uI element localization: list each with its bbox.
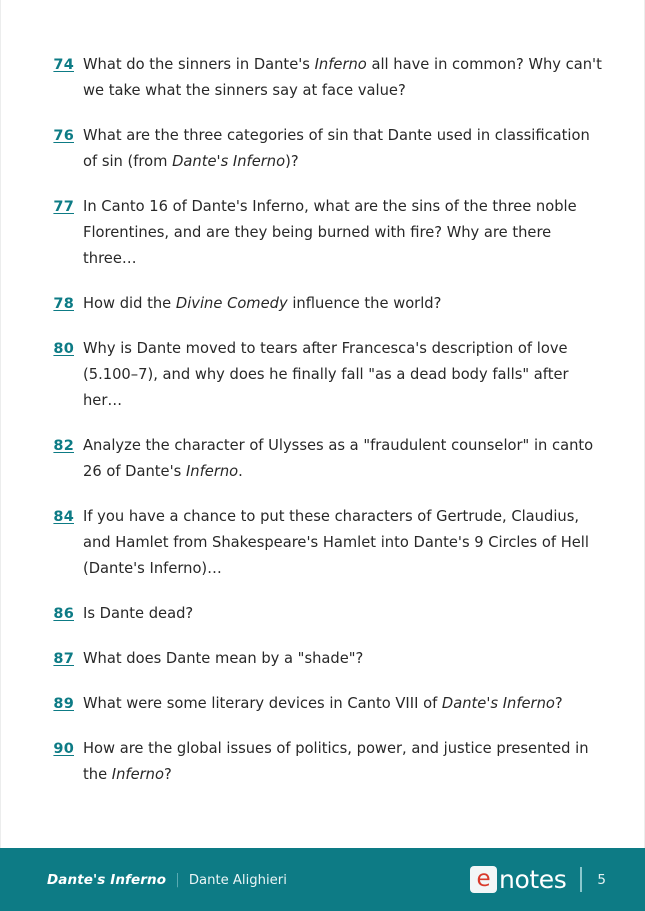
question-text-run: Is Dante dead? [83, 605, 194, 622]
question-text-title: Divine Comedy [175, 295, 288, 312]
question-item [47, 336, 608, 414]
questions-content [1, 0, 644, 848]
question-number-link[interactable]: 74 [53, 57, 74, 73]
question-number-link[interactable]: 89 [53, 696, 74, 712]
question-text-run: In Canto 16 of Dante's Inferno, what are the sins of the three noble Florentines, and are they being burned with fire? Why are there three… [83, 198, 577, 267]
question-text-title: Inferno [314, 56, 367, 73]
question-text-title: Inferno [185, 463, 239, 480]
question-text-run: What are the three categories of sin that Dante used in classification of sin (from [83, 127, 590, 170]
question-text [83, 336, 604, 414]
question-number-link[interactable]: 76 [53, 128, 74, 144]
question-text-run: How did the [83, 295, 176, 312]
question-text-run: ? [163, 766, 172, 783]
question-text-run: How are the global issues of politics, power, and justice presented in the [83, 740, 589, 783]
question-text-title: Inferno [111, 766, 164, 783]
question-text-run: What does Dante mean by a "shade"? [83, 650, 364, 667]
footer-book-title: Dante's Inferno [47, 871, 167, 888]
question-text-run: What were some literary devices in Canto VIII of [83, 695, 442, 712]
page-number: 5 [597, 871, 606, 888]
question-item [47, 736, 608, 788]
question-number-link[interactable]: 90 [53, 741, 74, 757]
question-item [47, 52, 608, 104]
question-item [47, 123, 608, 175]
question-text-run: . [238, 463, 243, 480]
question-text [83, 291, 604, 317]
question-item [47, 646, 608, 672]
question-text [83, 736, 604, 788]
question-text [83, 601, 604, 627]
question-number-link[interactable]: 78 [53, 296, 74, 312]
question-text [83, 646, 604, 672]
enotes-logo-mark-icon: e [470, 866, 497, 893]
question-text-run: If you have a chance to put these characters of Gertrude, Claudius, and Hamlet from Shakespeare's Hamlet into Dante's 9 Circles of Hell (Dante's Inferno)… [83, 508, 589, 577]
question-text [83, 433, 604, 485]
question-text-run: Analyze the character of Ulysses as a "fraudulent counselor" in canto 26 of Dante's [83, 437, 594, 480]
question-number-link[interactable]: 80 [53, 341, 74, 357]
question-text-run: Why is Dante moved to tears after Francesca's description of love (5.100–7), and why does he finally fall "as a dead body falls" after her… [83, 340, 569, 409]
question-text [83, 691, 604, 717]
question-text-title: Dante's Inferno [172, 153, 286, 170]
page-footer [0, 848, 645, 911]
footer-book-info [47, 872, 287, 888]
question-item [47, 291, 608, 317]
question-number-link[interactable]: 87 [53, 651, 74, 667]
question-item [47, 433, 608, 485]
question-text [83, 194, 604, 272]
question-number-link[interactable]: 84 [53, 509, 74, 525]
question-text-title: Dante's Inferno [441, 695, 555, 712]
footer-divider: | [175, 871, 180, 888]
question-text [83, 123, 604, 175]
question-text-run: )? [285, 153, 299, 170]
footer-page-divider [580, 867, 582, 892]
question-number-link[interactable]: 77 [53, 199, 74, 215]
question-text [83, 504, 604, 582]
question-item [47, 504, 608, 582]
question-text-run: What do the sinners in Dante's [83, 56, 315, 73]
question-item [47, 601, 608, 627]
question-text [83, 52, 604, 104]
question-item [47, 194, 608, 272]
enotes-logo[interactable] [470, 866, 566, 893]
question-list [47, 52, 608, 788]
question-text-run: ? [554, 695, 563, 712]
question-number-link[interactable]: 86 [53, 606, 74, 622]
question-number-link[interactable]: 82 [53, 438, 74, 454]
footer-book-author: Dante Alighieri [188, 872, 287, 888]
footer-branding [470, 866, 606, 893]
question-text-run: influence the world? [287, 295, 442, 312]
enotes-logo-wordmark: notes [499, 865, 567, 894]
question-item [47, 691, 608, 717]
question-text-run: all have in common? Why can't we take what the sinners say at face value? [83, 56, 602, 99]
